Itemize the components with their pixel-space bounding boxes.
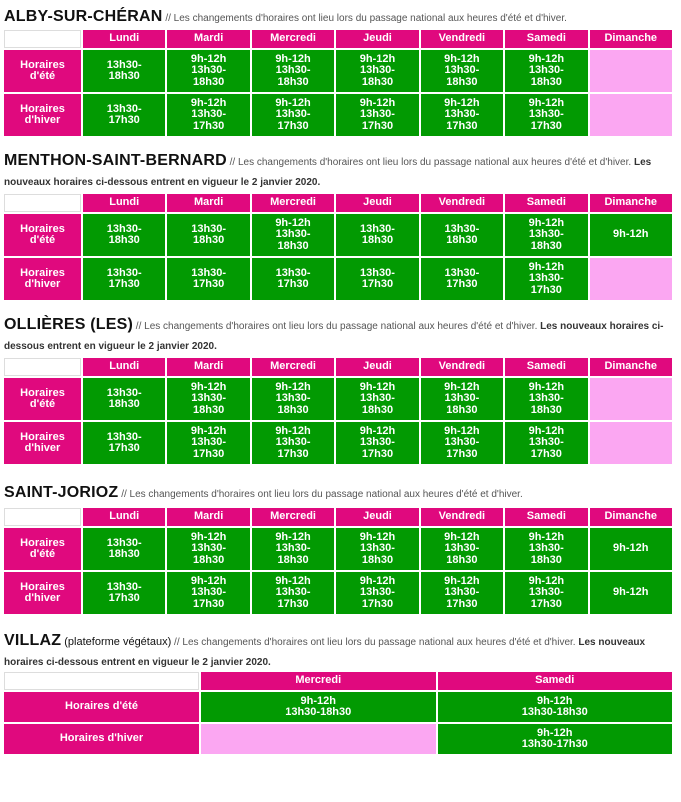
site-name: SAINT-JORIOZ: [4, 484, 119, 501]
hours-cell: 9h-12h 13h30- 18h30: [505, 378, 587, 420]
section-heading: [4, 484, 676, 504]
hours-cell: 9h-12h 13h30- 17h30: [167, 94, 249, 136]
row-label: Horaires d'hiver: [4, 724, 199, 754]
hours-cell: 9h-12h 13h30- 18h30: [505, 50, 587, 92]
row-ete: [4, 692, 672, 722]
hours-cell: 13h30- 17h30: [167, 258, 249, 300]
day-header: Samedi: [505, 358, 587, 376]
hours-cell: 9h-12h: [590, 572, 672, 614]
hours-cell: 13h30- 17h30: [336, 258, 418, 300]
hours-cell: 9h-12h 13h30- 17h30: [505, 94, 587, 136]
corner-cell: [4, 194, 81, 212]
day-header: Vendredi: [421, 508, 503, 526]
hours-cell: 13h30- 17h30: [421, 258, 503, 300]
section-heading: [4, 316, 676, 356]
day-header: Dimanche: [590, 30, 672, 48]
hours-cell: 9h-12h 13h30- 17h30: [421, 422, 503, 464]
corner-cell: [4, 672, 199, 690]
closed-cell: [590, 258, 672, 300]
day-header: Jeudi: [336, 194, 418, 212]
day-header: Vendredi: [421, 358, 503, 376]
row-hiver: [4, 422, 672, 464]
hours-cell: 13h30- 17h30: [252, 258, 334, 300]
hours-cell: 9h-12h 13h30- 17h30: [252, 572, 334, 614]
section-menthon: [4, 138, 676, 192]
header-row: [4, 508, 672, 526]
section-villaz: [4, 616, 676, 670]
schedule-table: [2, 506, 674, 616]
section-note: // Les changements d'horaires ont lieu lors du passage national aux heures d'été et d'hiver.: [171, 637, 576, 648]
hours-cell: 9h-12h 13h30-18h30: [201, 692, 436, 722]
row-ete: [4, 528, 672, 570]
hours-cell: 13h30- 18h30: [336, 214, 418, 256]
hours-cell: 13h30- 18h30: [83, 528, 165, 570]
section-note: // Les changements d'horaires ont lieu lors du passage national aux heures d'été et d'hiver.: [162, 13, 567, 24]
site-name: VILLAZ: [4, 632, 62, 649]
section-note: // Les changements d'horaires ont lieu lors du passage national aux heures d'été et d'hiver.: [133, 321, 538, 332]
day-header: Lundi: [83, 30, 165, 48]
hours-cell: 13h30- 18h30: [83, 378, 165, 420]
day-header: Mercredi: [201, 672, 436, 690]
day-header: Samedi: [438, 672, 673, 690]
hours-cell: 9h-12h 13h30- 17h30: [252, 422, 334, 464]
hours-cell: 9h-12h 13h30- 18h30: [167, 528, 249, 570]
site-name: OLLIÈRES (LES): [4, 316, 134, 333]
corner-cell: [4, 30, 81, 48]
day-header: Mercredi: [252, 358, 334, 376]
hours-cell: 13h30- 18h30: [421, 214, 503, 256]
hours-cell: 9h-12h 13h30- 17h30: [336, 572, 418, 614]
closed-cell: [590, 50, 672, 92]
hours-cell: 13h30- 17h30: [83, 422, 165, 464]
day-header: Mardi: [167, 358, 249, 376]
site-subtitle: (plateforme végétaux): [61, 636, 172, 648]
hours-cell: 13h30- 18h30: [167, 214, 249, 256]
header-row: [4, 358, 672, 376]
hours-cell: 9h-12h 13h30- 18h30: [421, 378, 503, 420]
schedule-table: [2, 28, 674, 138]
hours-cell: 9h-12h: [590, 528, 672, 570]
row-hiver: [4, 258, 672, 300]
hours-cell: 9h-12h 13h30- 17h30: [421, 94, 503, 136]
closed-cell: [590, 422, 672, 464]
day-header: Mercredi: [252, 194, 334, 212]
site-name: ALBY-SUR-CHÉRAN: [4, 8, 163, 25]
day-header: Mercredi: [252, 30, 334, 48]
closed-cell: [201, 724, 436, 754]
row-label: Horaires d'été: [4, 528, 81, 570]
day-header: Dimanche: [590, 358, 672, 376]
hours-cell: 13h30- 18h30: [83, 50, 165, 92]
site-name: MENTHON-SAINT-BERNARD: [4, 152, 227, 169]
day-header: Lundi: [83, 358, 165, 376]
day-header: Dimanche: [590, 194, 672, 212]
hours-cell: 9h-12h: [590, 214, 672, 256]
hours-cell: 9h-12h 13h30- 18h30: [505, 214, 587, 256]
hours-cell: 9h-12h 13h30- 17h30: [505, 572, 587, 614]
hours-cell: 9h-12h 13h30- 18h30: [167, 378, 249, 420]
day-header: Samedi: [505, 508, 587, 526]
day-header: Samedi: [505, 194, 587, 212]
hours-cell: 9h-12h 13h30- 17h30: [167, 422, 249, 464]
hours-cell: 9h-12h 13h30- 18h30: [336, 528, 418, 570]
header-row: [4, 30, 672, 48]
row-ete: [4, 378, 672, 420]
closed-cell: [590, 378, 672, 420]
section-note-bold: Les nouveaux horaires ci-dessous entrent en vigueur le 2 janvier 2020.: [4, 321, 664, 352]
schedule-table: [2, 356, 674, 466]
row-label: Horaires d'hiver: [4, 258, 81, 300]
section-note: // Les changements d'horaires ont lieu lors du passage national aux heures d'été et d'hiver.: [226, 157, 632, 168]
day-header: Mardi: [167, 508, 249, 526]
row-hiver: [4, 724, 672, 754]
header-row: [4, 672, 672, 690]
day-header: Mardi: [167, 194, 249, 212]
hours-cell: 9h-12h 13h30- 17h30: [505, 422, 587, 464]
hours-cell: 9h-12h 13h30- 18h30: [167, 50, 249, 92]
row-ete: [4, 50, 672, 92]
row-label: Horaires d'hiver: [4, 572, 81, 614]
section-saint-jorioz: [4, 466, 676, 506]
section-heading: [4, 8, 676, 28]
hours-cell: 9h-12h 13h30- 18h30: [252, 214, 334, 256]
row-label: Horaires d'été: [4, 692, 199, 722]
hours-cell: 9h-12h 13h30- 18h30: [336, 50, 418, 92]
row-label: Horaires d'hiver: [4, 422, 81, 464]
section-alby: [4, 0, 676, 28]
section-note: // Les changements d'horaires ont lieu lors du passage national aux heures d'été et d'hiver.: [118, 489, 523, 500]
section-heading: [4, 632, 676, 672]
day-header: Jeudi: [336, 358, 418, 376]
hours-cell: 9h-12h 13h30-18h30: [438, 692, 673, 722]
row-label: Horaires d'hiver: [4, 94, 81, 136]
hours-cell: 9h-12h 13h30- 17h30: [252, 94, 334, 136]
villaz-table: [2, 670, 674, 756]
day-header: Lundi: [83, 508, 165, 526]
row-hiver: [4, 94, 672, 136]
day-header: Mercredi: [252, 508, 334, 526]
day-header: Lundi: [83, 194, 165, 212]
day-header: Mardi: [167, 30, 249, 48]
section-note-bold: Les nouveaux horaires ci-dessous entrent en vigueur le 2 janvier 2020.: [4, 157, 652, 188]
day-header: Dimanche: [590, 508, 672, 526]
hours-cell: 13h30- 17h30: [83, 258, 165, 300]
row-hiver: [4, 572, 672, 614]
hours-cell: 13h30- 18h30: [83, 214, 165, 256]
hours-cell: 9h-12h 13h30- 17h30: [167, 572, 249, 614]
hours-cell: 9h-12h 13h30- 18h30: [252, 528, 334, 570]
row-label: Horaires d'été: [4, 378, 81, 420]
hours-cell: 9h-12h 13h30- 18h30: [336, 378, 418, 420]
row-label: Horaires d'été: [4, 50, 81, 92]
row-label: Horaires d'été: [4, 214, 81, 256]
section-heading: [4, 152, 676, 192]
day-header: Samedi: [505, 30, 587, 48]
day-header: Vendredi: [421, 30, 503, 48]
hours-cell: 9h-12h 13h30- 18h30: [252, 378, 334, 420]
hours-cell: 9h-12h 13h30- 17h30: [421, 572, 503, 614]
hours-cell: 13h30- 17h30: [83, 94, 165, 136]
hours-cell: 9h-12h 13h30-17h30: [438, 724, 673, 754]
hours-cell: 9h-12h 13h30- 18h30: [421, 50, 503, 92]
corner-cell: [4, 508, 81, 526]
corner-cell: [4, 358, 81, 376]
day-header: Jeudi: [336, 508, 418, 526]
hours-cell: 9h-12h 13h30- 17h30: [336, 94, 418, 136]
hours-cell: 9h-12h 13h30- 18h30: [421, 528, 503, 570]
section-ollieres: [4, 302, 676, 356]
section-note-bold: Les nouveaux horaires ci-dessous entrent en vigueur le 2 janvier 2020.: [4, 637, 646, 668]
closed-cell: [590, 94, 672, 136]
day-header: Vendredi: [421, 194, 503, 212]
day-header: Jeudi: [336, 30, 418, 48]
hours-cell: 13h30- 17h30: [83, 572, 165, 614]
hours-cell: 9h-12h 13h30- 18h30: [252, 50, 334, 92]
row-ete: [4, 214, 672, 256]
schedule-table: [2, 192, 674, 302]
hours-cell: 9h-12h 13h30- 18h30: [505, 528, 587, 570]
header-row: [4, 194, 672, 212]
hours-cell: 9h-12h 13h30- 17h30: [505, 258, 587, 300]
hours-cell: 9h-12h 13h30- 17h30: [336, 422, 418, 464]
